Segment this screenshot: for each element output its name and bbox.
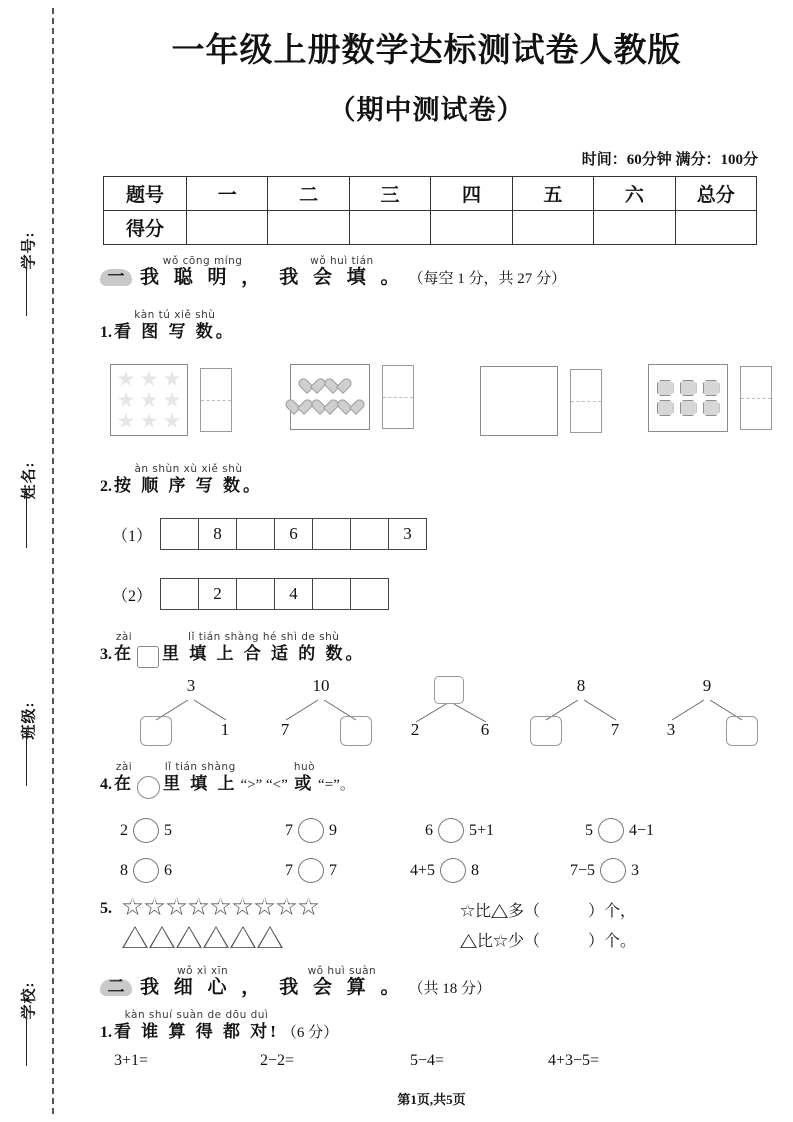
section-1-header	[100, 256, 566, 289]
star-outline-icon	[166, 896, 187, 917]
margin-label-name: 姓名:	[21, 461, 38, 499]
bond-right-value: 7	[610, 720, 620, 739]
section-2-pinyin-2: wǒ huì suàn	[307, 965, 377, 977]
section-2-part-1	[140, 966, 265, 999]
comparison-left: 7−5	[570, 861, 596, 879]
question-4-hanzi-c: 或	[294, 774, 315, 793]
comparison-item	[120, 818, 172, 843]
star-icon	[141, 371, 158, 388]
star-outline-icon	[254, 896, 275, 917]
sequence-row-2	[112, 578, 389, 610]
page-footer: 第1页,共5页	[397, 1092, 466, 1107]
octagon-icon	[657, 400, 674, 416]
comparison-item	[285, 858, 337, 883]
star-icon	[118, 392, 135, 409]
picture-group-squares	[648, 364, 772, 432]
triangle-icon	[491, 904, 508, 918]
score-cell-total[interactable]	[675, 211, 756, 245]
comparison-right: 8	[471, 861, 480, 879]
section-2-question-1-header	[100, 1010, 338, 1043]
sequence-cell[interactable]	[350, 518, 389, 550]
section-1-pinyin-1: wǒ cōng míng	[162, 255, 243, 267]
star-icon	[164, 371, 181, 388]
question-3-hanzi-a: 在	[114, 644, 134, 663]
calc-item[interactable]: 2−2=	[260, 1052, 295, 1069]
q5-line2-prefix: 比	[477, 933, 494, 950]
comparison-left: 2	[120, 821, 128, 839]
answer-box-empty[interactable]	[570, 369, 602, 433]
bond-right-value: 1	[220, 720, 230, 739]
sequence-row-1-label: （1）	[112, 527, 153, 545]
inline-answer-circle-icon	[137, 776, 160, 799]
score-cell-1[interactable]	[187, 211, 268, 245]
comparison-right: 3	[631, 861, 640, 879]
s2-question-1-hanzi: 看 谁 算 得 都 对!	[114, 1022, 279, 1041]
heart-icon	[346, 399, 366, 416]
octagon-icon	[703, 400, 720, 416]
question-2-hanzi: 按 顺 序 写 数。	[114, 476, 263, 495]
square-frame	[648, 364, 728, 432]
question-4-text-c	[294, 762, 315, 795]
bond-right-box[interactable]	[726, 716, 758, 746]
bond-right-value: 6	[480, 720, 490, 739]
section-2-hanzi-1: 我 细 心 ，	[140, 977, 266, 998]
sequence-cell[interactable]	[350, 578, 389, 610]
comparison-left: 4+5	[410, 861, 436, 879]
empty-frame	[480, 366, 558, 436]
question-2-text	[114, 464, 263, 497]
star-icon	[118, 413, 135, 430]
score-col-6: 六	[594, 177, 675, 211]
question-5-line-2	[460, 928, 636, 951]
question-1-pinyin: kàn tú xiě shù	[134, 309, 216, 321]
star-icon	[164, 413, 181, 430]
bond-top-value: 9	[702, 676, 712, 695]
comparison-left: 7	[285, 861, 293, 879]
calc-item[interactable]: 4+3−5=	[548, 1052, 600, 1069]
star-outline-icon	[122, 896, 143, 917]
comparison-left: 5	[585, 821, 593, 839]
question-4-header	[100, 762, 355, 795]
question-2-number: 2.	[100, 478, 112, 495]
section-2-header	[100, 966, 491, 999]
comparison-left: 6	[425, 821, 433, 839]
triangle-outline-icon	[176, 926, 202, 948]
picture-group-empty	[480, 366, 602, 436]
bond-top-value: 8	[576, 676, 586, 695]
octagon-icon	[657, 380, 674, 396]
star-outline-icon	[298, 896, 319, 917]
q5-line2-suffix: ）个。	[588, 933, 637, 950]
question-2-header	[100, 464, 263, 497]
sequence-row-1	[112, 518, 427, 550]
answer-box-stars[interactable]	[200, 368, 232, 432]
margin-label-student-id: 学号:	[21, 231, 38, 269]
octagon-icon	[680, 400, 697, 416]
star-outline-icon	[144, 896, 165, 917]
margin-divider-3	[26, 728, 27, 786]
comparison-right: 5	[164, 821, 172, 839]
section-1-badge	[100, 265, 134, 289]
bond-left-value: 3	[666, 720, 676, 739]
question-3-header	[100, 632, 366, 665]
question-5	[70, 896, 793, 958]
triangle-outline-icon	[230, 926, 256, 948]
question-4-symbols: “>” “<”	[240, 777, 288, 793]
sequence-cell[interactable]	[160, 518, 199, 550]
question-4-text-a	[114, 762, 134, 795]
score-cell-2[interactable]	[268, 211, 349, 245]
question-5-number: 5.	[100, 900, 112, 917]
comparison-right: 6	[164, 861, 172, 879]
inline-answer-box-icon	[137, 646, 159, 668]
sequence-cells-2	[160, 578, 389, 610]
q5-line1-mid: 多（	[508, 903, 541, 920]
star-icon	[460, 903, 475, 918]
question-3-hanzi-b: 里 填 上 合 适 的 数。	[162, 644, 366, 663]
s2-question-1-points: （6 分）	[281, 1025, 339, 1041]
comparison-circle[interactable]	[298, 818, 324, 843]
answer-box-hearts[interactable]	[382, 365, 414, 429]
sequence-cell[interactable]	[160, 578, 199, 610]
question-4-number: 4.	[100, 776, 112, 793]
question-3-number: 3.	[100, 646, 112, 663]
score-row-label-number: 题号	[104, 177, 187, 211]
star-outline-icon	[232, 896, 253, 917]
question-4-hanzi-a: 在	[114, 774, 134, 793]
bond-top-box[interactable]	[434, 676, 464, 704]
section-1-part-1	[140, 256, 265, 289]
comparison-item	[425, 818, 494, 843]
section-1-hanzi-2: 我 会 填 。	[279, 267, 405, 288]
score-col-3: 三	[349, 177, 430, 211]
question-5-star-group	[122, 896, 320, 917]
section-2-part-2	[279, 966, 404, 999]
section-1-points: （每空 1 分，共 27 分）	[408, 271, 567, 287]
question-2-pinyin: àn shùn xù xiě shù	[134, 463, 243, 475]
sequence-cell[interactable]	[312, 518, 351, 550]
score-cell-6[interactable]	[594, 211, 675, 245]
comparison-item	[285, 818, 337, 843]
number-bond-2	[262, 676, 380, 748]
picture-group-stars	[110, 364, 232, 436]
question-3-pinyin-a: zài	[115, 631, 133, 643]
comparison-right: 4−1	[629, 821, 655, 839]
section-2-number: 二	[107, 977, 125, 996]
section-1-number: 一	[107, 267, 125, 286]
question-5-triangle-group	[122, 926, 284, 948]
comparison-right: 7	[329, 861, 337, 879]
score-col-total: 总分	[675, 177, 756, 211]
sequence-row-2-label: （2）	[112, 587, 153, 605]
section-1-hanzi-1: 我 聪 明 ，	[140, 267, 266, 288]
s2-question-1-number: 1.	[100, 1024, 112, 1041]
number-bond-4	[522, 676, 640, 748]
star-outline-icon	[210, 896, 231, 917]
question-1-text	[114, 310, 236, 343]
exam-meta: 时间：60分钟 满分：100分	[581, 152, 758, 168]
comparison-item	[570, 858, 639, 883]
bond-left-box[interactable]	[140, 716, 172, 746]
star-icon	[493, 933, 508, 948]
s2-question-1-pinyin: kàn shuí suàn de dōu duì	[124, 1009, 269, 1021]
margin-divider-4	[26, 1008, 27, 1066]
margin-label-school: 学校:	[21, 981, 38, 1019]
question-3-text-b	[162, 632, 366, 665]
star-frame	[110, 364, 188, 436]
question-5-line-1	[460, 898, 636, 921]
calc-item[interactable]: 3+1=	[114, 1052, 149, 1069]
page-title: 一年级上册数学达标测试卷人教版	[171, 33, 682, 69]
q5-line1-suffix: ）个，	[588, 903, 637, 920]
score-table	[103, 176, 757, 245]
page-subtitle: （期中测试卷）	[328, 95, 525, 125]
picture-group-hearts	[290, 364, 414, 430]
sequence-cell[interactable]	[236, 578, 275, 610]
comparison-circle[interactable]	[438, 818, 464, 843]
sequence-cell[interactable]: 3	[388, 518, 427, 550]
comparison-row-2	[70, 858, 793, 890]
sequence-cell[interactable]	[236, 518, 275, 550]
question-4-pinyin-b: lǐ tián shàng	[164, 761, 236, 773]
question-4-pinyin-a: zài	[115, 761, 133, 773]
star-icon	[118, 371, 135, 388]
star-icon	[141, 413, 158, 430]
section-1-part-2	[279, 256, 404, 289]
cut-dashed-line	[52, 8, 54, 1114]
table-row-header	[104, 177, 757, 211]
sequence-cells-1	[160, 518, 427, 550]
section-2-pinyin-1: wǒ xì xīn	[177, 965, 229, 977]
sequence-cell[interactable]: 6	[274, 518, 313, 550]
score-col-5: 五	[512, 177, 593, 211]
question-4-hanzi-b: 里 填 上	[163, 774, 238, 793]
score-cell-5[interactable]	[512, 211, 593, 245]
comparison-circle[interactable]	[598, 818, 624, 843]
comparison-circle[interactable]	[133, 818, 159, 843]
left-margin-strip	[0, 0, 70, 1122]
star-icon	[164, 392, 181, 409]
octagon-icon	[703, 380, 720, 396]
section-2-points: （共 18 分）	[408, 981, 492, 997]
question-4-pinyin-c: huò	[293, 761, 316, 773]
triangle-outline-icon	[257, 926, 283, 948]
question-3-bond-row	[70, 676, 793, 748]
s2-question-1-text	[114, 1010, 279, 1043]
comparison-item	[120, 858, 172, 883]
question-1-hanzi: 看 图 写 数。	[114, 322, 236, 341]
score-cell-4[interactable]	[431, 211, 512, 245]
heart-frame	[290, 364, 370, 430]
question-3-pinyin-b: lǐ tián shàng hé shì de shù	[188, 631, 340, 643]
number-bond-3	[392, 676, 510, 748]
comparison-circle[interactable]	[133, 858, 159, 883]
number-bond-5	[648, 676, 766, 748]
sequence-cell[interactable]: 8	[198, 518, 237, 550]
star-icon	[141, 392, 158, 409]
bond-left-value: 2	[410, 720, 420, 739]
triangle-outline-icon	[122, 926, 148, 948]
score-col-2: 二	[268, 177, 349, 211]
question-1-picture-row	[110, 364, 790, 448]
comparison-row-1	[70, 818, 793, 850]
question-1-number: 1.	[100, 324, 112, 341]
sequence-cell[interactable]: 4	[274, 578, 313, 610]
score-col-1: 一	[187, 177, 268, 211]
triangle-icon	[460, 934, 477, 948]
bond-left-value: 7	[280, 720, 290, 739]
section-2-hanzi-2: 我 会 算 。	[279, 977, 405, 998]
bond-top-value: 10	[312, 676, 330, 695]
margin-field-school	[6, 900, 50, 1100]
comparison-item	[410, 858, 479, 883]
number-bond-1	[132, 676, 250, 748]
score-cell-3[interactable]	[349, 211, 430, 245]
margin-field-student-id	[6, 150, 50, 350]
bond-right-box[interactable]	[340, 716, 372, 746]
answer-box-squares[interactable]	[740, 366, 772, 430]
comparison-circle[interactable]	[440, 858, 466, 883]
question-1-header	[100, 310, 236, 343]
triangle-outline-icon	[203, 926, 229, 948]
margin-label-class: 班级:	[21, 701, 38, 739]
comparison-right: 9	[329, 821, 337, 839]
margin-field-name	[6, 380, 50, 580]
bond-left-box[interactable]	[530, 716, 562, 746]
score-row-label-points: 得分	[104, 211, 187, 245]
margin-field-class	[6, 620, 50, 820]
score-col-4: 四	[431, 177, 512, 211]
question-4-text-b	[163, 762, 238, 795]
q5-line2-mid: 少（	[508, 933, 541, 950]
heart-icon	[333, 378, 353, 395]
comparison-circle[interactable]	[298, 858, 324, 883]
star-outline-icon	[276, 896, 297, 917]
comparison-item	[585, 818, 654, 843]
triangle-outline-icon	[149, 926, 175, 948]
comparison-left: 8	[120, 861, 128, 879]
question-4-symbol-eq: “=”。	[318, 777, 355, 793]
section-1-pinyin-2: wǒ huì tián	[310, 255, 374, 267]
question-3-text-a	[114, 632, 134, 665]
sequence-cell[interactable]: 2	[198, 578, 237, 610]
star-outline-icon	[188, 896, 209, 917]
margin-divider-2	[26, 490, 27, 548]
table-row-scores	[104, 211, 757, 245]
comparison-circle[interactable]	[600, 858, 626, 883]
q5-line1-prefix: 比	[475, 903, 492, 920]
comparison-right: 5+1	[469, 821, 495, 839]
section-2-badge	[100, 975, 134, 999]
calc-item[interactable]: 5−4=	[410, 1052, 445, 1069]
octagon-icon	[680, 380, 697, 396]
exam-page	[70, 0, 793, 1122]
sequence-cell[interactable]	[312, 578, 351, 610]
comparison-left: 7	[285, 821, 293, 839]
margin-divider-1	[26, 258, 27, 316]
bond-top-value: 3	[186, 676, 196, 695]
